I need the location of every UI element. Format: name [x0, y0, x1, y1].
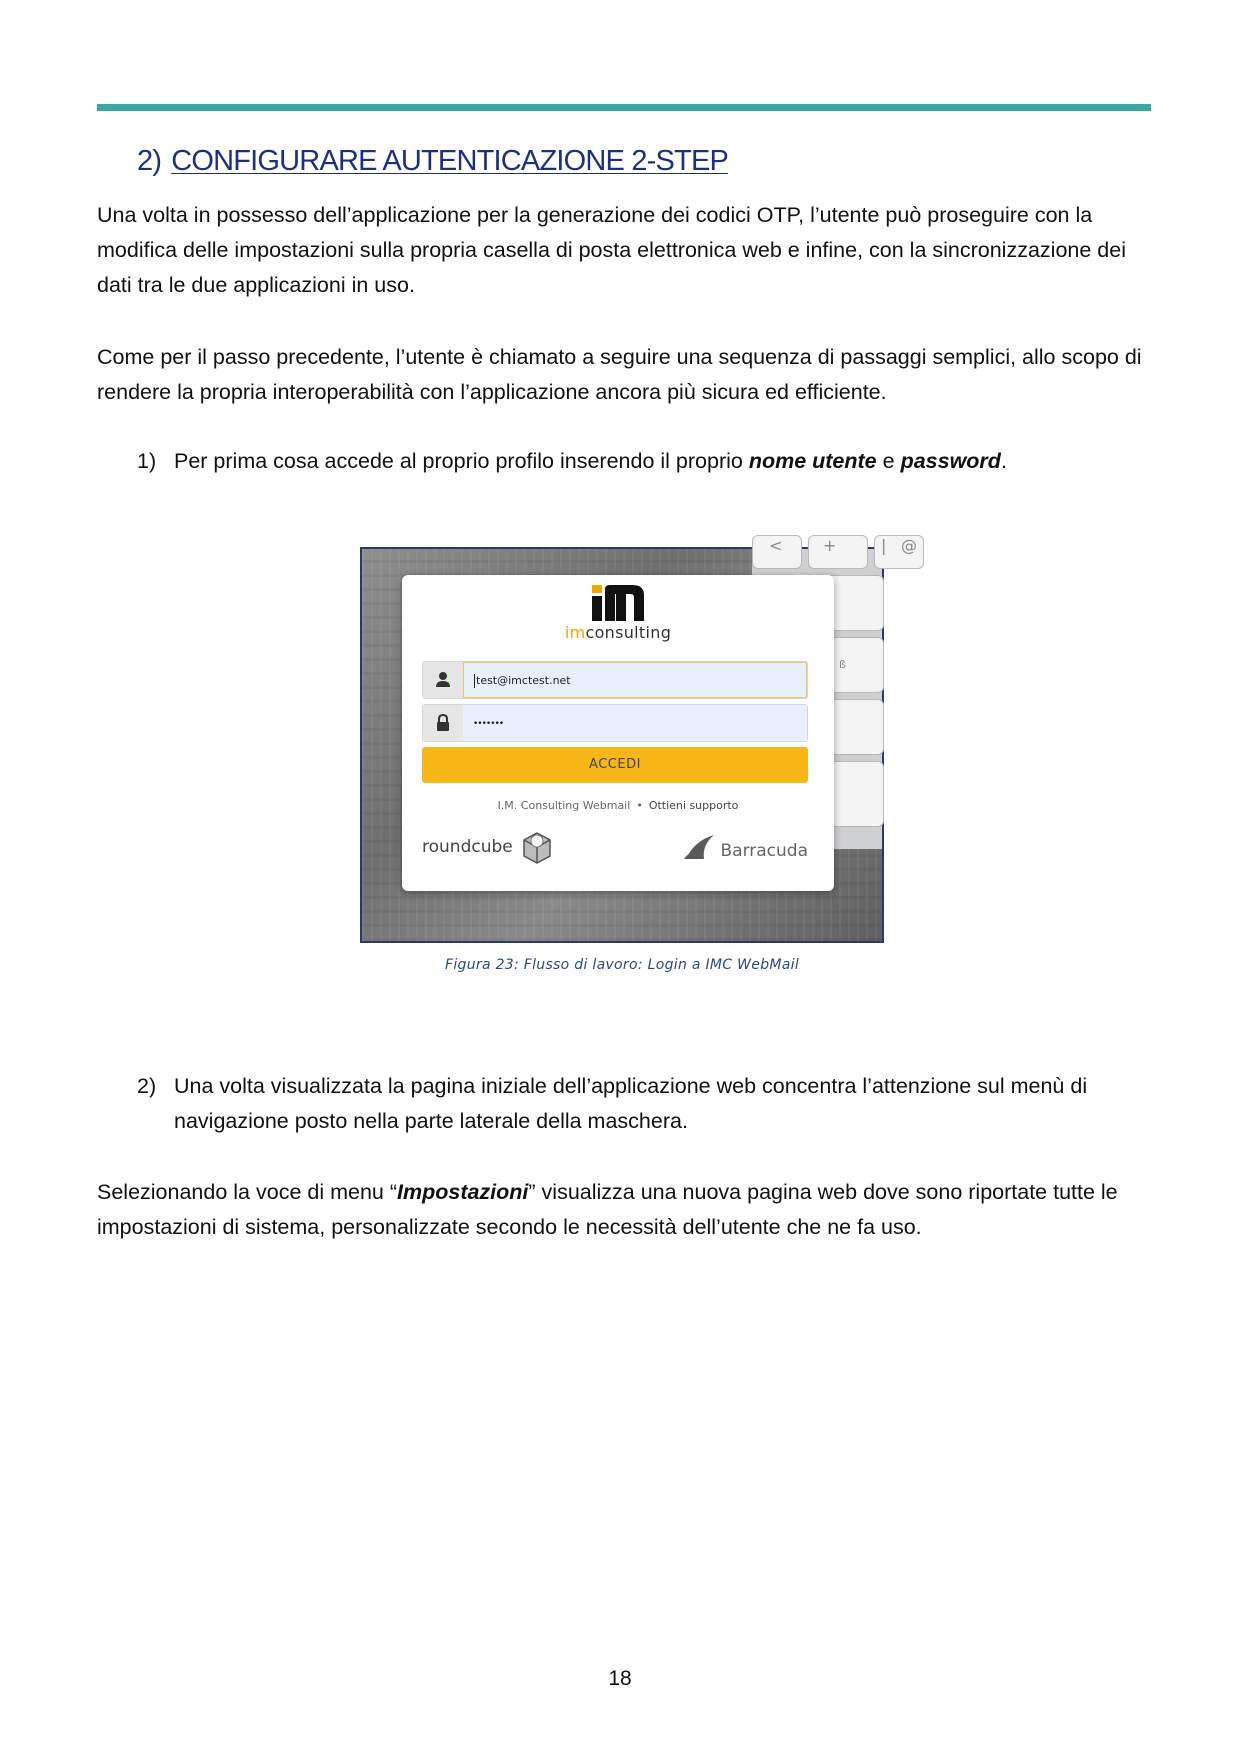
page-number: 18	[608, 1667, 632, 1690]
step-2-number: 2)	[137, 1074, 157, 1098]
username-value: test@imctest.net	[476, 674, 571, 687]
step-1	[137, 444, 1157, 479]
login-screenshot-figure	[360, 536, 917, 943]
step-1-text-post: .	[1000, 449, 1007, 473]
barracuda-fin-icon	[684, 833, 718, 861]
link-separator: •	[636, 799, 643, 812]
username-field[interactable]	[422, 661, 808, 699]
password-value: •••••••	[473, 719, 504, 729]
step-1-term-username: nome utente	[748, 449, 877, 473]
paragraph-settings-post: ” visualizza una nuova pagina web dove sono riportate tutte le impostazioni di sistema, personalizzate secondo le necessità dell’utente che ne fa uso.	[97, 1180, 1118, 1239]
step-2-text: Una volta visualizzata la pagina iniziale dell’applicazione web concentra l’attenzione sul menù di navigazione posto nella parte laterale della maschera.	[174, 1074, 1088, 1133]
keyboard-key: +	[808, 535, 868, 569]
username-input[interactable]	[463, 662, 807, 698]
figure-caption: Figura 23: Flusso di lavoro: Login a IMC WebMail	[444, 957, 800, 973]
step-1-text	[174, 444, 1157, 479]
term-impostazioni: Impostazioni	[397, 1180, 529, 1204]
paragraph-steps-intro: Come per il passo precedente, l’utente è chiamato a seguire una sequenza di passaggi semplici, allo scopo di rendere la propria interoperabilità con l’applicazione ancora più sicura ed efficiente.	[97, 345, 1142, 404]
step-1-text-pre: Per prima cosa accede al proprio profilo inserendo il proprio	[174, 449, 749, 473]
imconsulting-logo-text	[402, 623, 834, 642]
section-title: CONFIGURARE AUTENTICAZIONE 2-STEP	[171, 145, 729, 177]
roundcube-cube-icon	[522, 831, 552, 865]
footer-links	[402, 799, 834, 812]
top-divider	[97, 104, 1151, 111]
paragraph-intro: Una volta in possesso dell’applicazione per la generazione dei codici OTP, l’utente può proseguire con la modifica delle impostazioni sulla propria casella di posta elettronica web e infine, con la sincronizzazione dei dati tra le due applicazioni in uso.	[97, 203, 1126, 297]
paragraph-settings	[97, 1175, 1157, 1245]
keyboard-key: <	[752, 535, 802, 569]
step-1-term-password: password	[900, 449, 1001, 473]
section-number: 2)	[137, 145, 162, 177]
user-icon	[423, 662, 463, 698]
imconsulting-logo-icon	[592, 585, 644, 621]
keyboard-key: | @	[874, 535, 924, 569]
logo-prefix: im	[564, 623, 586, 642]
text-cursor	[474, 674, 475, 688]
webmail-link[interactable]: I.M. Consulting Webmail	[497, 799, 631, 812]
step-1-text-mid: e	[876, 449, 901, 473]
logo-suffix: consulting	[585, 623, 672, 642]
section-heading	[137, 145, 728, 178]
barracuda-label: Barracuda	[720, 841, 808, 861]
step-2	[137, 1069, 1157, 1139]
paragraph-settings-pre: Selezionando la voce di menu “	[97, 1180, 397, 1204]
login-button[interactable]: ACCEDI	[422, 747, 808, 783]
barracuda-logo	[720, 841, 808, 861]
password-field[interactable]	[422, 704, 808, 742]
password-input[interactable]	[463, 705, 807, 741]
login-card	[402, 575, 834, 891]
step-1-number: 1)	[137, 449, 157, 473]
roundcube-label: roundcube	[422, 837, 513, 857]
support-link[interactable]: Ottieni supporto	[648, 799, 739, 812]
lock-icon	[423, 705, 463, 741]
roundcube-logo	[422, 837, 513, 857]
keyboard-key: ß	[792, 637, 884, 693]
